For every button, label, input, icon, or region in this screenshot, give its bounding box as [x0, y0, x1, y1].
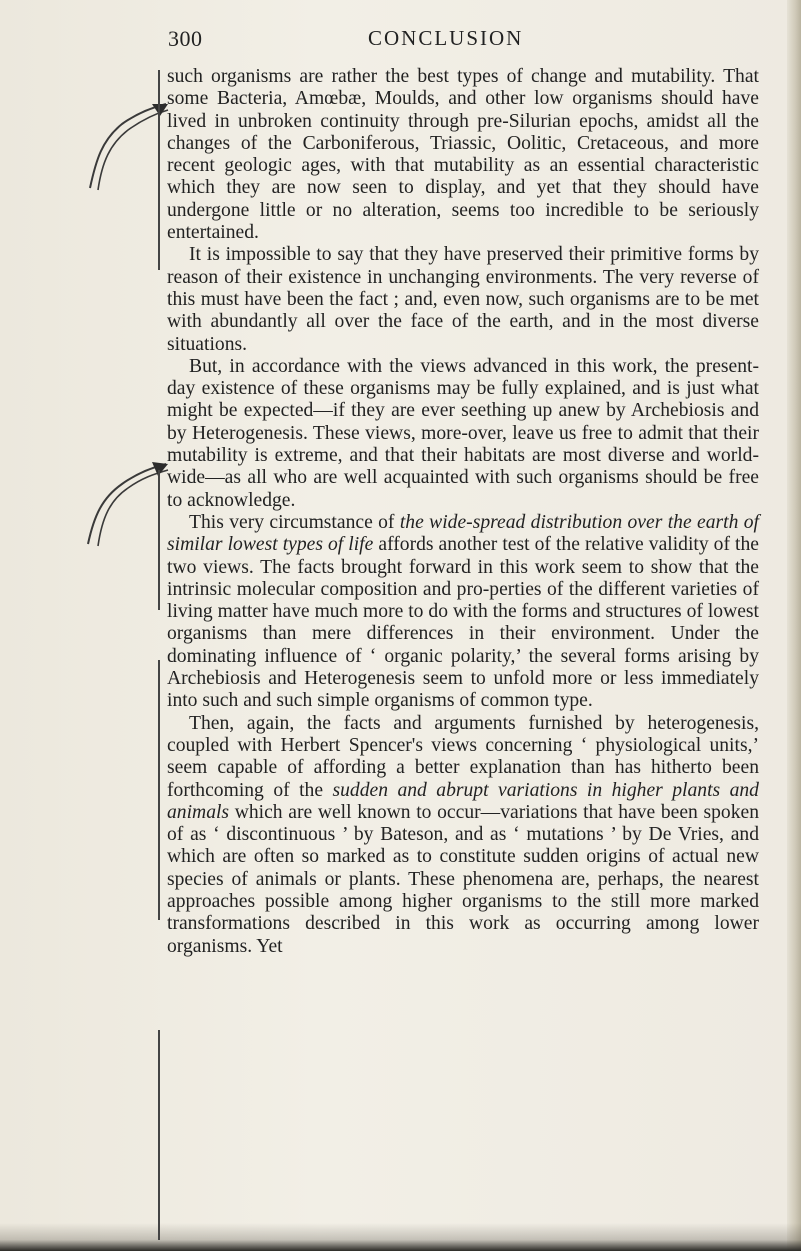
- paragraph: [167, 512, 759, 713]
- margin-line-4: [158, 1030, 160, 1240]
- paragraph-text: affords another test of the relative validity of the two views. The facts brought forward in this work seem to show that the intrinsic molecular composition and pro-perties of the different varieties of living matter have much more to do with the forms and structures of lowest organisms than mere differences in their environment. Under the dominating influence of ‘ organic polarity,’ the several forms arising by Archebiosis and Heterogenesis seem to unfold more or less immediately into such and such simple organisms of common type.: [167, 534, 759, 712]
- margin-line-3: [158, 660, 160, 920]
- running-title: CONCLUSION: [368, 26, 524, 50]
- page-header: [168, 26, 758, 56]
- page-number: 300: [168, 26, 203, 51]
- page-edge-right: [787, 0, 801, 1251]
- paragraph: such organisms are rather the best types of change and mutability. That some Bacteria, Amœbæ, Moulds, and other low organisms should have lived in unbroken continuity through pre-Silurian epochs, amidst all the changes of the Carboniferous, Triassic, Oolitic, Cretaceous, and more recent geologic ages, with that mutability as an essential characteristic which they are now seen to display, and yet that they should have undergone little or no alteration, seems too incredible to be seriously entertained.: [167, 66, 759, 244]
- paragraph-text: This very circumstance of: [189, 511, 400, 533]
- paragraph: [167, 713, 759, 958]
- margin-line-2: [158, 470, 160, 610]
- italic-phrase: the wide-spread distribution over the earth of similar lowest types of life: [167, 511, 759, 556]
- paragraph-text: Then, again, the facts and arguments furnished by heterogenesis, coupled with Herbert Spencer's views concerning ‘ physiological units,’ seem capable of affording a better explanation than has hitherto been forthcoming of the: [167, 712, 759, 801]
- paragraph: It is impossible to say that they have preserved their primitive forms by reason of their existence in unchanging environments. The very reverse of this must have been the fact ; and, even now, such organisms are to be met with abundantly all over the face of the earth, and in the most diverse situations.: [167, 244, 759, 355]
- paragraph: But, in accordance with the views advanced in this work, the present-day existence of these organisms may be fully explained, and is just what might be expected—if they are ever seething up anew by Archebiosis and by Heterogenesis. These views, more-over, leave us free to admit that their mutability is extreme, and that their habitats are most diverse and world-wide—as all who are well acquainted with such organisms should be free to acknowledge.: [167, 355, 759, 511]
- body-text: [167, 66, 759, 958]
- page-edge-bottom: [0, 1223, 801, 1251]
- margin-line-1: [158, 70, 160, 270]
- paragraph-text: which are well known to occur—variations that have been spoken of as ‘ discontinuous ’ by Bateson, and as ‘ mutations ’ by De Vries, and which are often so marked as to constitute sudden origins of actual new species of animals or plants. These phenomena are, perhaps, the nearest approaches possible among higher organisms to the still more marked transformations described in this work as occurring among lower organisms. Yet: [167, 801, 759, 957]
- italic-phrase: sudden and abrupt variations in higher plants and animals: [167, 779, 759, 823]
